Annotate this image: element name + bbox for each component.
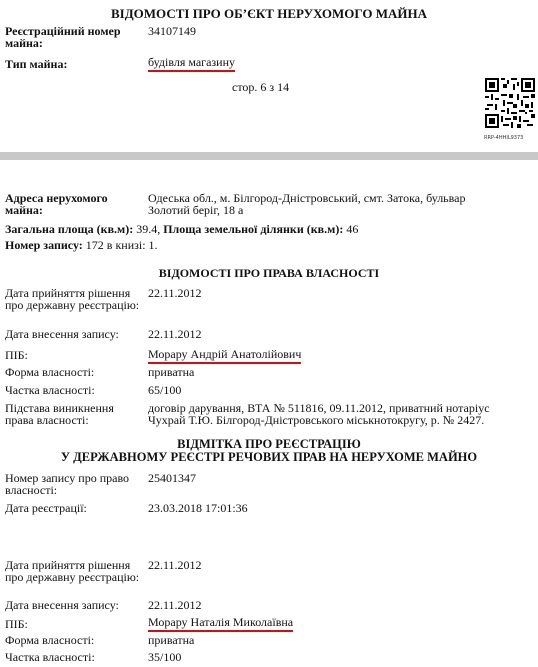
reg-number-label: Реєстраційний номер майна: bbox=[5, 24, 121, 50]
registry-record-value: 25401347 bbox=[148, 471, 196, 485]
record-value: 172 в книзі: 1. bbox=[85, 238, 158, 252]
address-value: Одеська обл., м. Білгород-Дністровський, смт. Затока, бульвар Золотий беріг, 18 а bbox=[148, 191, 466, 217]
decision-date-value: 22.11.2012 bbox=[148, 286, 202, 300]
ownership-title: ВІДОМОСТІ ПРО ПРАВА ВЛАСНОСТІ bbox=[158, 266, 380, 280]
ownership-basis-label: Підстава виникнення права власності: bbox=[5, 401, 114, 427]
ownership-form-label-2: Форма власності: bbox=[5, 633, 95, 647]
registry-title-line1: ВІДМІТКА ПРО РЕЄСТРАЦІЮ bbox=[177, 437, 361, 451]
qr-code-icon bbox=[485, 78, 535, 128]
property-type-value: будівля магазину bbox=[148, 55, 235, 72]
record-line bbox=[5, 238, 158, 253]
ownership-form-value: приватна bbox=[148, 365, 195, 379]
land-area-value: 46 bbox=[346, 222, 359, 236]
registry-title-line2: У ДЕРЖАВНОМУ РЕЄСТРІ РЕЧОВИХ ПРАВ НА НЕРУХОМЕ МАЙНО bbox=[60, 450, 478, 464]
address-label: Адреса нерухомого майна: bbox=[5, 191, 108, 217]
owner-name-value-2: Морару Наталія Миколаївна bbox=[148, 615, 293, 632]
ownership-share-value-2: 35/100 bbox=[148, 650, 182, 664]
decision-date-label: Дата прийняття рішення про державну реєстрацію: bbox=[5, 286, 140, 312]
qr-caption: RRP-4HHIL9373 bbox=[484, 135, 524, 141]
page-info: стор. 6 з 14 bbox=[232, 80, 290, 94]
registry-date-value: 23.03.2018 17:01:36 bbox=[148, 501, 248, 515]
ownership-basis-value: договір дарування, ВТА № 511816, 09.11.2012, приватний нотаріус Чухрай Т.Ю. Білгород-Дністровського міськнотокругу, р. № 2427. bbox=[148, 401, 490, 427]
owner-name-label: ПІБ: bbox=[5, 348, 28, 362]
decision-date-label-2: Дата прийняття рішення про державну реєстрацію: bbox=[5, 558, 140, 584]
ownership-share-label: Частка власності: bbox=[5, 383, 95, 397]
ownership-form-label: Форма власності: bbox=[5, 365, 95, 379]
entry-date-value-2: 22.11.2012 bbox=[148, 598, 202, 612]
area-line bbox=[5, 222, 358, 237]
decision-date-value-2: 22.11.2012 bbox=[148, 558, 202, 572]
entry-date-label: Дата внесення запису: bbox=[5, 327, 119, 341]
registry-record-label: Номер запису про право власності: bbox=[5, 471, 130, 497]
property-type-label: Тип майна: bbox=[5, 57, 68, 71]
land-area-label: Площа земельної ділянки (кв.м): bbox=[163, 222, 344, 236]
area-label: Загальна площа (кв.м): bbox=[5, 222, 134, 236]
entry-date-label-2: Дата внесення запису: bbox=[5, 598, 119, 612]
ownership-share-label-2: Частка власності: bbox=[5, 650, 95, 664]
owner-name-label-2: ПІБ: bbox=[5, 617, 28, 631]
registry-title bbox=[0, 438, 538, 464]
entry-date-value: 22.11.2012 bbox=[148, 327, 202, 341]
ownership-share-value: 65/100 bbox=[148, 383, 182, 397]
owner-name-value: Морару Андрій Анатолійович bbox=[148, 347, 301, 364]
registry-date-label: Дата реєстрації: bbox=[5, 501, 87, 515]
ownership-form-value-2: приватна bbox=[148, 633, 195, 647]
area-value: 39.4, bbox=[136, 222, 161, 236]
record-label: Номер запису: bbox=[5, 238, 83, 252]
section-divider bbox=[0, 152, 538, 160]
reg-number-value: 34107149 bbox=[148, 24, 196, 38]
document-title: ВІДОМОСТІ ПРО ОБ’ЄКТ НЕРУХОМОГО МАЙНА bbox=[111, 6, 427, 21]
